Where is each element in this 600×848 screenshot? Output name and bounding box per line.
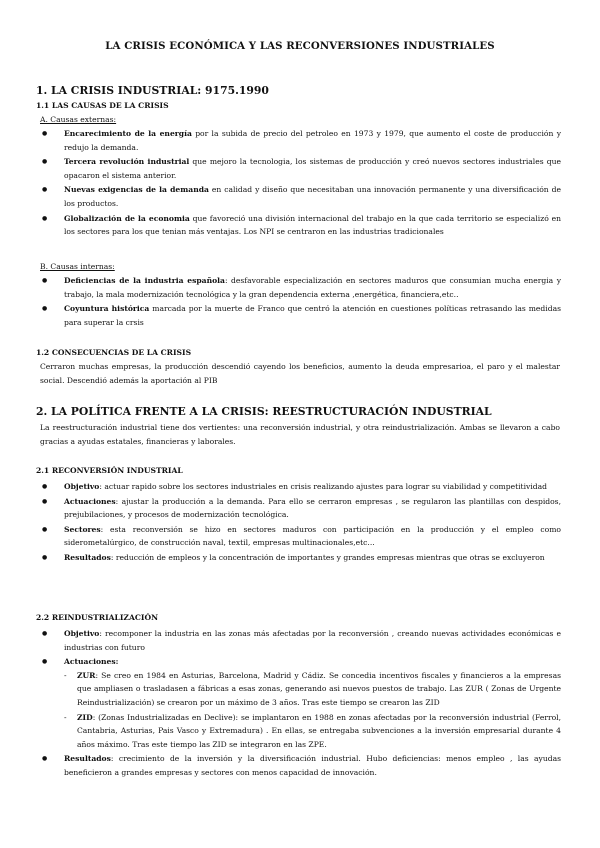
list-item xyxy=(64,127,561,154)
item-term: Actuaciones: xyxy=(64,657,119,667)
item-term: Resultados xyxy=(64,552,111,562)
item-term: ZUR xyxy=(77,670,96,680)
list-item xyxy=(64,523,561,550)
external-causes-list xyxy=(64,127,561,239)
item-term: Deficiencias de la industria española xyxy=(64,276,225,285)
item-text: que mejoro la tecnologia, los sistemas de producción y creó nuevos sectores industriales que opacaron el sistema anterior. xyxy=(64,157,562,180)
item-term: Globalización de la economia xyxy=(64,213,190,223)
list-item xyxy=(64,655,561,751)
list-item xyxy=(64,495,561,522)
item-term: Actuaciones xyxy=(64,496,116,506)
item-term: Nuevas exigencias de la demanda xyxy=(64,185,209,195)
list-item xyxy=(64,551,561,565)
item-term: Resultados xyxy=(64,754,111,764)
list-item xyxy=(64,480,561,494)
item-term: Sectores xyxy=(64,524,101,534)
item-text: : actuar rapido sobre los sectores industriales en crisis realizando ajustes para lograr su viabilidad y competitividad xyxy=(99,482,547,491)
item-text: : recomponer la industria en las zonas más afectadas por la reconversión , creando nuevas actividades económicas e industrias con futuro xyxy=(64,629,561,652)
section-2-heading: 2. LA POLÍTICA FRENTE A LA CRISIS: REESTRUCTURACIÓN INDUSTRIAL xyxy=(36,405,492,418)
sublist-item xyxy=(77,711,561,752)
item-text: : esta reconversión se hizo en sectores maduros con participación en la producción y el empleo como siderometalúrgico, de construcción naval, textil, empresas multinacionales,etc... xyxy=(64,524,561,548)
item-text: : Se creo en 1984 en Asturias, Barcelona, Madrid y Cádiz. Se concedia incentivos fiscales y financieros a la empresas que ampliasen o trasladasen a fábricas a esas zonas, generando asi nuevos puestos de trabajo. Las ZUR ( Zonas de Urgente Reindustrialización) se crearon por un máximo de 3 años. Tras este tiempo se crearon las ZID xyxy=(77,670,561,707)
list-item xyxy=(64,627,561,654)
section-1-1-heading: 1.1 LAS CAUSAS DE LA CRISIS xyxy=(36,101,169,110)
section-2-intro: La reestructuración industrial tiene dos vertientes: una reconversión industrial, y otra reindustrialización. Ambas se llevaron a cabo gracias a ayudas estatales, financieras y laborales. xyxy=(40,423,560,446)
item-term: Coyuntura histórica xyxy=(64,304,150,314)
list-item xyxy=(64,274,561,301)
item-text: que favoreció una división internacional del trabajo en la que cada territorio se especializó en los sectores para los que tenian más ventajas. Los NPI se centraron en las industrias tradicionales xyxy=(64,213,561,237)
document-title: LA CRISIS ECONÓMICA Y LAS RECONVERSIONES INDUSTRIALES xyxy=(105,40,495,52)
internal-causes-label: B. Causas internas: xyxy=(40,262,115,271)
reconversion-list xyxy=(64,480,561,565)
list-item xyxy=(64,752,561,779)
item-text: : crecimiento de la inversión y la diversificación industrial. Hubo deficiencias: menos empleo , las ayudas beneficieron a grandes empresas y sectores con menos capacidad de innovación. xyxy=(64,754,561,777)
list-item xyxy=(64,183,561,210)
item-text: : ajustar la producción a la demanda. Para ello se cerraron empresas , se regularon las plantillas con despidos, prejubilaciones, y procesos de modernización tecnológica. xyxy=(64,496,561,520)
list-item xyxy=(64,212,561,239)
item-term: Objetivo xyxy=(64,482,100,491)
item-text: : desfavorable especialización en sectores maduros que consumian mucha energia y trabajo, la mala modernización tecnológica y la gran dependencia externa ,energética, financiera,etc.. xyxy=(64,276,561,299)
actuaciones-sublist xyxy=(77,669,561,752)
list-item xyxy=(64,302,561,329)
item-term: Encarecimiento de la energía xyxy=(64,129,192,138)
item-text: : (Zonas Industrializadas en Declive): se implantaron en 1988 en zonas afectadas por la reconversión industrial (Ferrol, Cantabria, Asturias, Pais Vasco y Extremadura) . En ellas, se entregaba subvenciones a la inversión empresarial durante 4 años máximo. Tras este tiempo las ZID se integraron en las ZPE. xyxy=(77,712,561,749)
item-term: Tercera revolución industrial xyxy=(64,157,190,167)
reindustrializacion-list xyxy=(64,627,561,780)
sublist-item xyxy=(77,669,561,710)
section-1-heading: 1. LA CRISIS INDUSTRIAL: 9175.1990 xyxy=(36,84,269,97)
item-term: Objetivo xyxy=(64,629,100,638)
item-term: ZID xyxy=(77,712,93,722)
internal-causes-list xyxy=(64,274,561,329)
item-text: : reducción de empleos y la concentración de importantes y grandes empresas mientras que otras se excluyeron xyxy=(110,552,545,562)
consequences-paragraph: Cerraron muchas empresas, la producción descendió cayendo los beneficios, aumento la deuda empresarioa, el paro y el malestar social. Descendió además la aportación al PIB xyxy=(40,362,560,385)
section-2-1-heading: 2.1 RECONVERSIÓN INDUSTRIAL xyxy=(36,466,183,475)
item-text: en calidad y diseño que necesitaban una innovación permanente y una diversificación de los productos. xyxy=(64,185,561,208)
section-1-2-heading: 1.2 CONSECUENCIAS DE LA CRISIS xyxy=(36,348,192,357)
item-text: marcada por la muerte de Franco que centró la atención en cuestiones políticas retrasando las medidas para superar la crsis xyxy=(64,304,562,327)
item-text: por la subida de precio del petroleo en 1973 y 1979, que aumento el coste de producción y redujo la demanda. xyxy=(64,129,561,152)
list-item xyxy=(64,155,561,182)
section-2-2-heading: 2.2 REINDUSTRIALIZACIÓN xyxy=(36,613,159,622)
external-causes-label: A. Causas externas: xyxy=(40,115,117,124)
